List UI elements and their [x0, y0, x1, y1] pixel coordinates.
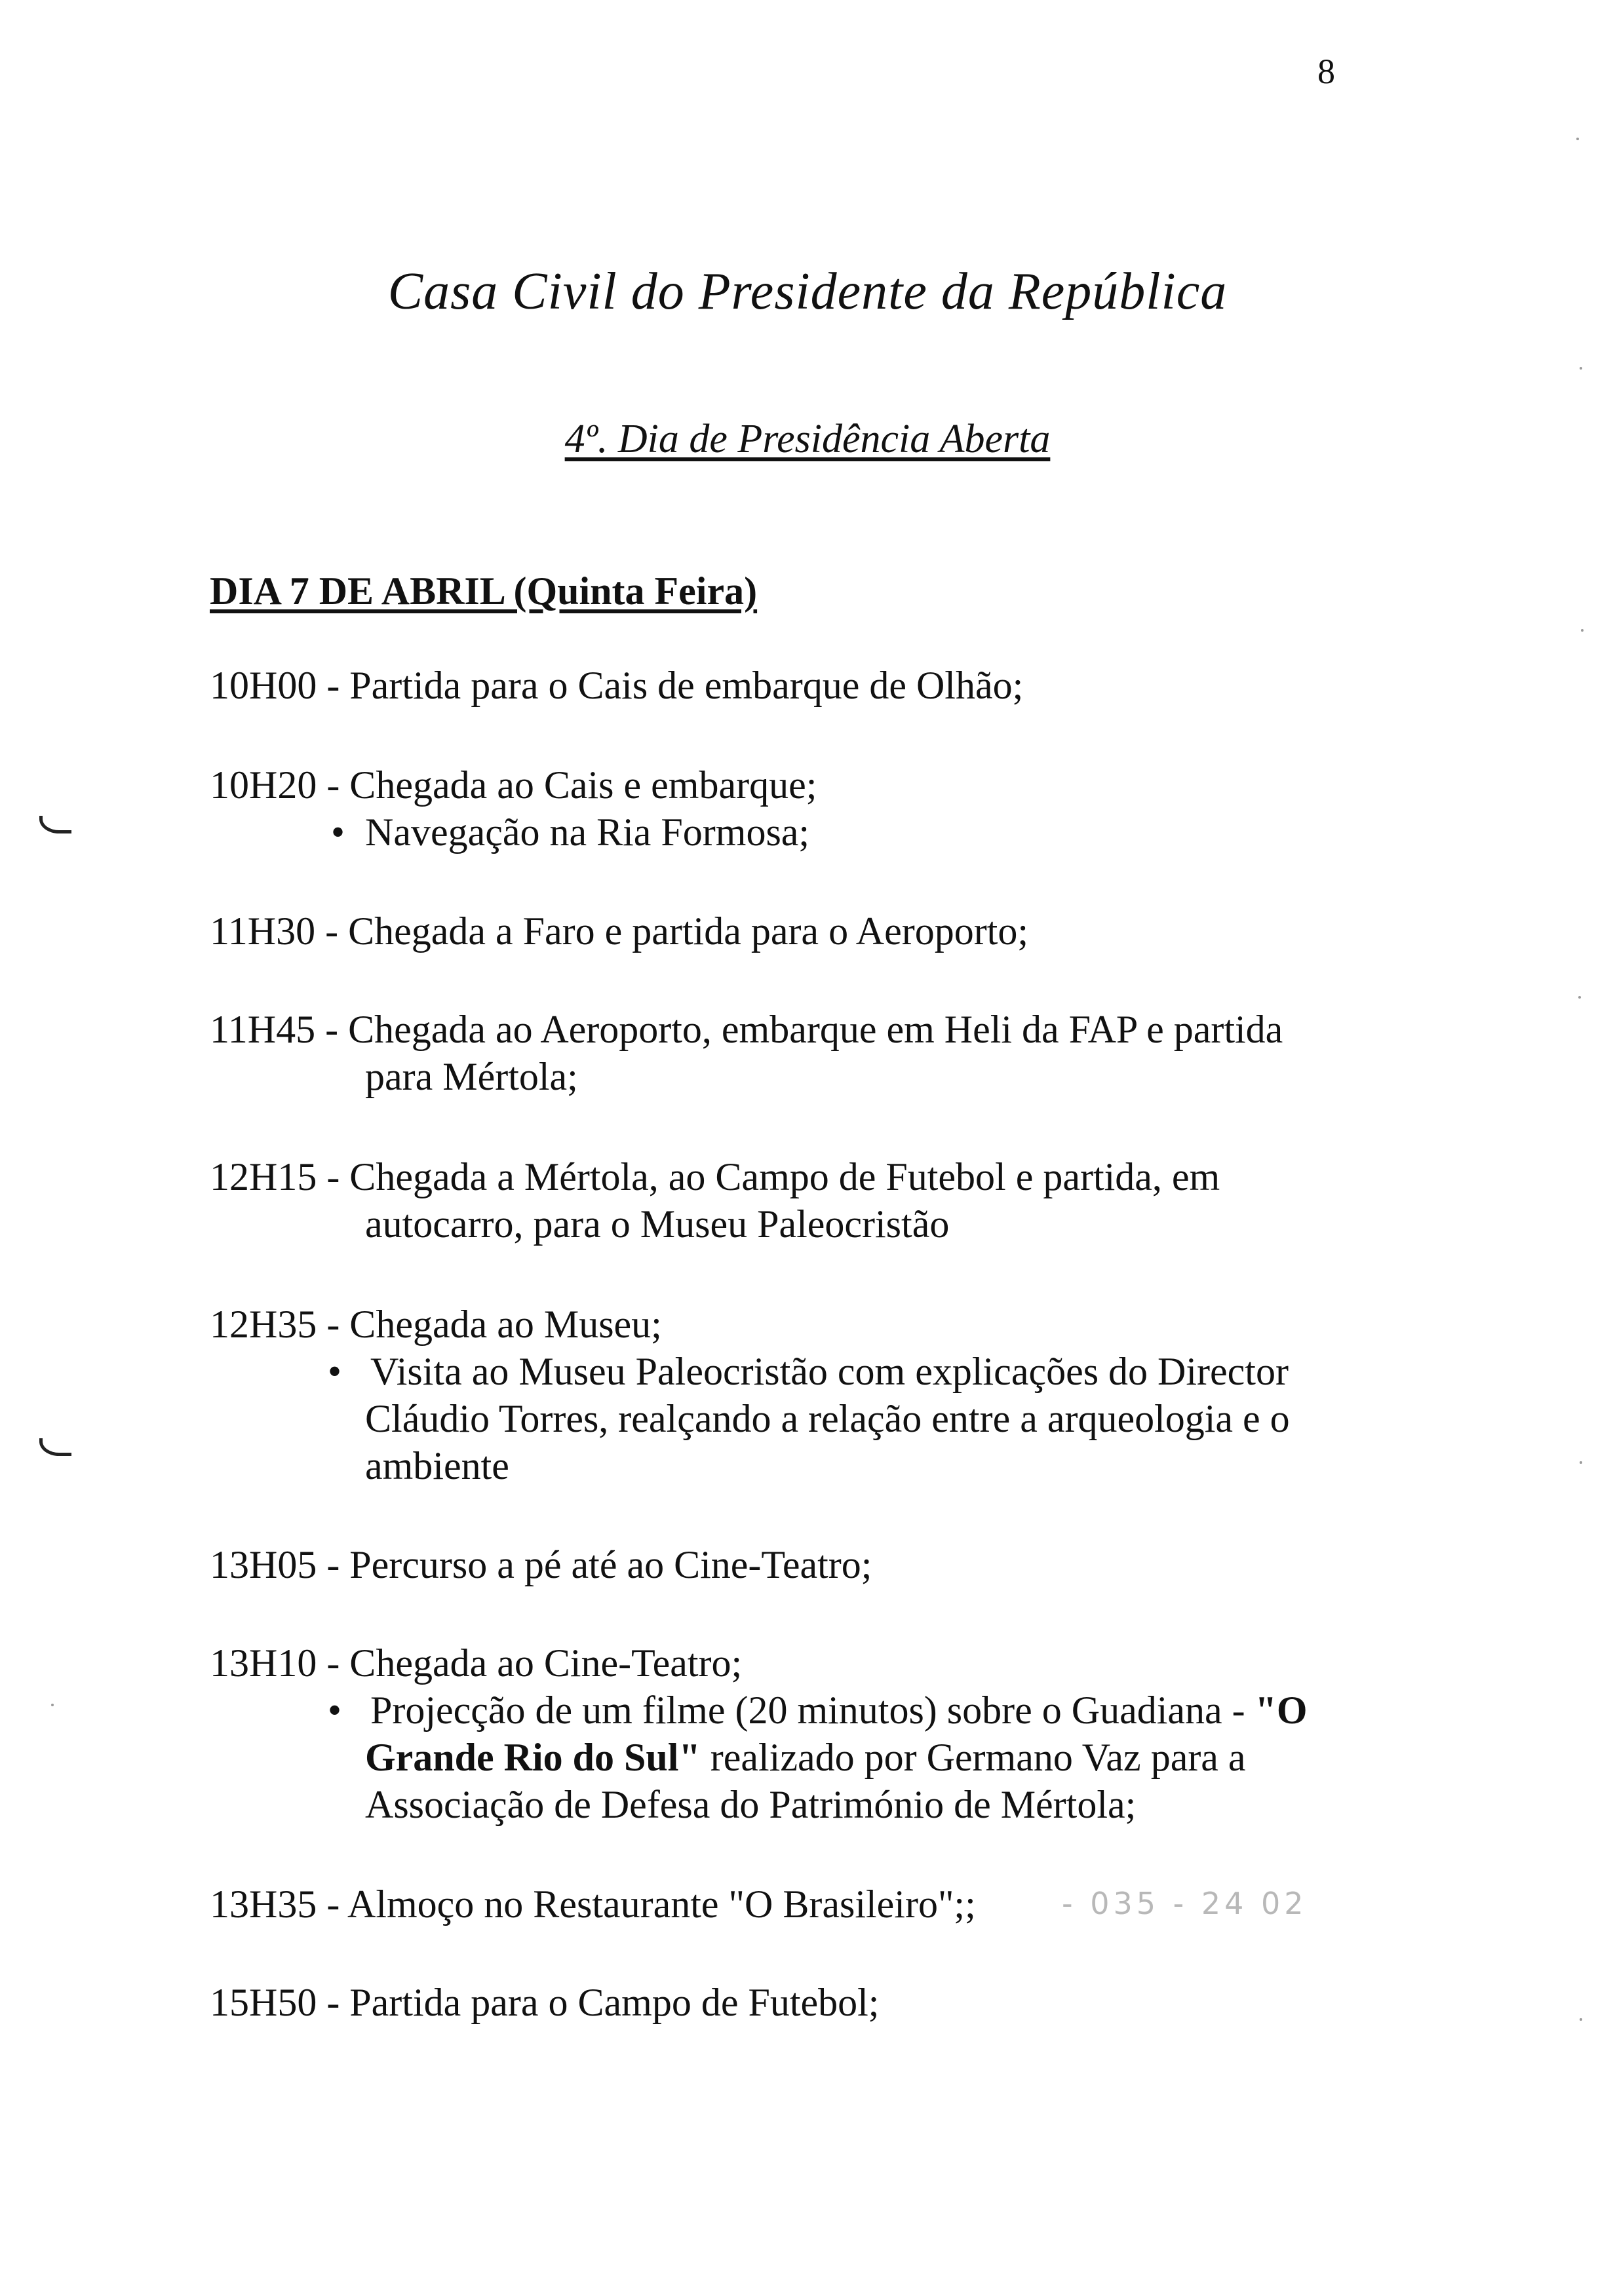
- scan-speck: [51, 1704, 54, 1706]
- entry-line: 12H35 - Chegada ao Museu;: [210, 1303, 662, 1346]
- scan-speck: [1581, 629, 1584, 632]
- entry-line: 15H50 - Partida para o Campo de Futebol;: [210, 1981, 880, 2024]
- entry-line: 13H05 - Percurso a pé até ao Cine-Teatro;: [210, 1543, 872, 1586]
- schedule-entry: [210, 1301, 1442, 1489]
- schedule-entry: [210, 1639, 1442, 1828]
- entry-line: 11H45 - Chegada ao Aeroporto, embarque em Heli da FAP e partida: [210, 1008, 1283, 1051]
- margin-tick-mark: [39, 816, 71, 833]
- schedule-entry: [210, 1153, 1442, 1248]
- entry-line-continued: autocarro, para o Museu Paleocristão: [365, 1202, 950, 1246]
- bullet-icon: •: [331, 811, 345, 854]
- bullet-item: [210, 1687, 1442, 1734]
- faint-stamp: - 035 - 24 02: [1062, 1886, 1308, 1921]
- bullet-text: Projecção de um filme (20 minutos) sobre o Guadiana -: [370, 1689, 1255, 1732]
- schedule-entry: [210, 662, 1442, 709]
- bullet-text: Visita ao Museu Paleocristão com explicações do Director: [370, 1350, 1289, 1393]
- bullet-item: [210, 809, 1442, 856]
- bullet-text-continued: Cláudio Torres, realçando a relação entre a arqueologia e o: [365, 1397, 1290, 1440]
- entry-line: 10H00 - Partida para o Cais de embarque de Olhão;: [210, 664, 1024, 707]
- page-number: 8: [1317, 52, 1335, 91]
- bullet-text-continued: Associação de Defesa do Património de Mértola;: [365, 1783, 1137, 1826]
- scan-speck: [1580, 2018, 1582, 2021]
- entry-line: 13H10 - Chegada ao Cine-Teatro;: [210, 1641, 743, 1685]
- margin-tick-mark: [39, 1438, 71, 1456]
- scan-speck: [1580, 367, 1582, 370]
- bullet-text-continued: ambiente: [365, 1444, 509, 1487]
- schedule-entry: [210, 1541, 1442, 1588]
- entry-line: 11H30 - Chegada a Faro e partida para o Aeroporto;: [210, 909, 1029, 953]
- entry-line: 10H20 - Chegada ao Cais e embarque;: [210, 763, 817, 807]
- letterhead: Casa Civil do Presidente da República: [387, 263, 1228, 320]
- date-heading: DIA 7 DE ABRIL (Quinta Feira): [210, 569, 758, 613]
- bullet-item: [210, 1348, 1442, 1395]
- doc-title: [0, 416, 1615, 463]
- schedule-entry: [210, 908, 1442, 955]
- scan-speck: [1580, 1461, 1582, 1464]
- entry-line-continued: para Mértola;: [365, 1055, 578, 1098]
- schedule-entry: [210, 1006, 1442, 1100]
- schedule-entry: [210, 761, 1442, 856]
- film-title: Grande Rio do Sul": [365, 1736, 701, 1779]
- entry-line: 13H35 - Almoço no Restaurante "O Brasileiro";;: [210, 1883, 976, 1926]
- doc-title-text: 4º. Dia de Presidência Aberta: [564, 417, 1051, 461]
- entry-line: 12H15 - Chegada a Mértola, ao Campo de Futebol e partida, em: [210, 1155, 1220, 1198]
- schedule-entry: [210, 1979, 1442, 2026]
- bullet-text: Navegação na Ria Formosa;: [365, 811, 810, 854]
- bullet-icon: •: [328, 1350, 342, 1393]
- bullet-text-continued: [210, 1734, 1442, 1781]
- bullet-icon: •: [328, 1689, 342, 1732]
- bullet-text-rest: realizado por Germano Vaz para a: [700, 1736, 1246, 1779]
- film-title-open: "O: [1255, 1689, 1308, 1732]
- scan-speck: [1576, 138, 1579, 140]
- scan-speck: [1578, 996, 1581, 999]
